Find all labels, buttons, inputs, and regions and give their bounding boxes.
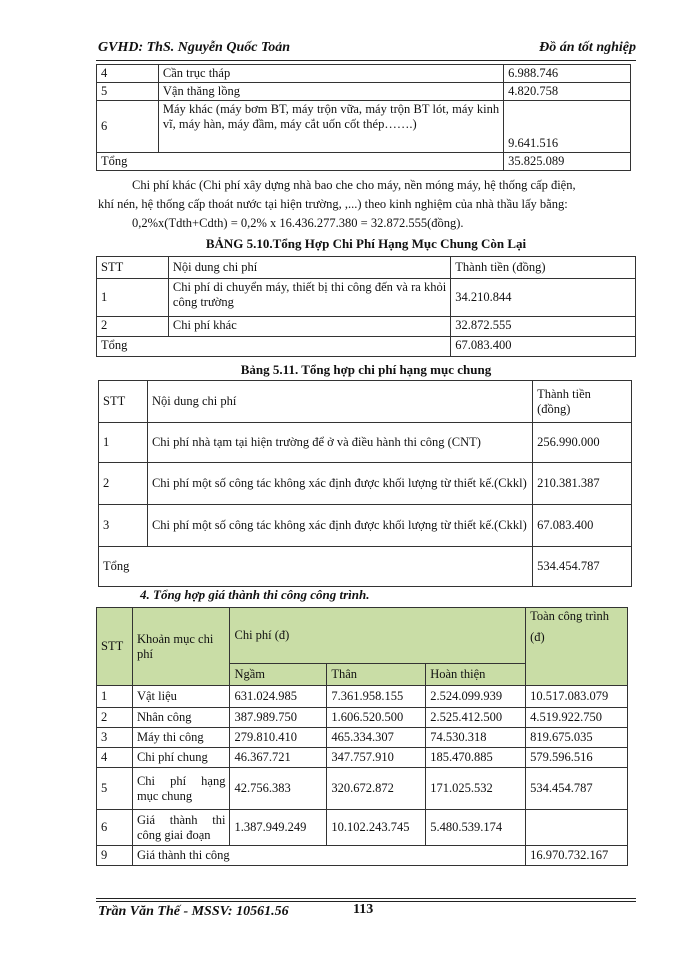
amount-cell: 4.820.758 <box>504 83 631 101</box>
total-amount: 67.083.400 <box>451 337 636 357</box>
hoan-thien-cell: 2.524.099.939 <box>426 686 526 708</box>
content-cell: Chi phí một số công tác không xác định được khối lượng từ thiết kế.(Ckkl) <box>147 505 532 547</box>
equipment-cost-table <box>96 64 631 171</box>
total-cell: 16.970.732.167 <box>526 846 628 866</box>
table-row <box>97 686 628 708</box>
ngam-cell: 1.387.949.249 <box>230 810 327 846</box>
header-ngam: Ngầm <box>230 664 327 686</box>
stt-cell: 1 <box>97 686 133 708</box>
table-row <box>97 748 628 768</box>
stt-cell: 5 <box>97 83 159 101</box>
ngam-cell: 631.024.985 <box>230 686 327 708</box>
page-number: 113 <box>353 902 374 917</box>
total-cell: 4.519.922.750 <box>526 708 628 728</box>
table-row <box>97 279 636 317</box>
table-510-caption: BẢNG 5.10.Tổng Hợp Chi Phí Hạng Mục Chung Còn Lại <box>205 236 527 251</box>
hoan-thien-cell: 5.480.539.174 <box>426 810 526 846</box>
header-amount: Thành tiền (đồng) <box>533 381 632 423</box>
table-row <box>97 83 631 101</box>
table-header-row <box>99 381 632 423</box>
than-cell: 320.672.872 <box>327 768 426 810</box>
table-row <box>99 463 632 505</box>
header-stt: STT <box>97 608 133 686</box>
paragraph-formula: 0,2%x(Tdth+Cdth) = 0,2% x 16.436.277.380 = 32.872.555(đồng). <box>132 216 464 230</box>
amount-cell: 6.988.746 <box>504 65 631 83</box>
header-cost: Chi phí (đ) <box>230 608 526 664</box>
than-cell: 10.102.243.745 <box>327 810 426 846</box>
total-cell: 10.517.083.079 <box>526 686 628 708</box>
stt-cell: 5 <box>97 768 133 810</box>
header-advisor: GVHD: ThS. Nguyễn Quốc Toản <box>98 40 291 55</box>
header-doc-type: Đồ án tốt nghiệp <box>539 40 636 55</box>
stt-cell: 4 <box>97 748 133 768</box>
paragraph-line-2: khí nén, hệ thống cấp thoát nước tại hiện trường, ,...) theo kinh nghiệm của nhà thầu lấy bằng: <box>98 197 568 211</box>
total-cell: 534.454.787 <box>526 768 628 810</box>
header-content: Nội dung chi phí <box>168 257 450 279</box>
stt-cell: 1 <box>99 423 148 463</box>
stt-cell: 2 <box>99 463 148 505</box>
header-amount: Thành tiền (đồng) <box>451 257 636 279</box>
item-cell: Chi phí hạng mục chung <box>132 768 230 810</box>
item-cell: Nhân công <box>132 708 230 728</box>
table-row <box>99 423 632 463</box>
hoan-thien-cell: 185.470.885 <box>426 748 526 768</box>
header-total-label: Toàn công trình <box>530 609 610 623</box>
table-row <box>97 810 628 846</box>
total-cell: 819.675.035 <box>526 728 628 748</box>
hoan-thien-cell: 74.530.318 <box>426 728 526 748</box>
hoan-thien-cell: 2.525.412.500 <box>426 708 526 728</box>
table-511-caption: Bảng 5.11. Tổng hợp chi phí hạng mục chung <box>240 362 492 377</box>
amount-cell: 34.210.844 <box>451 279 636 317</box>
paragraph-line-1: Chi phí khác (Chi phí xây dựng nhà bao che cho máy, nền móng máy, hệ thống cấp điện, <box>132 178 576 192</box>
ngam-cell: 387.989.750 <box>230 708 327 728</box>
construction-cost-summary-table <box>96 607 628 866</box>
than-cell: 1.606.520.500 <box>327 708 426 728</box>
than-cell: 7.361.958.155 <box>327 686 426 708</box>
table-row <box>97 65 631 83</box>
total-label: Tổng <box>97 153 504 171</box>
header-stt: STT <box>99 381 148 423</box>
total-cell <box>526 810 628 846</box>
item-cell: Máy thi công <box>132 728 230 748</box>
stt-cell: 2 <box>97 317 169 337</box>
table-510 <box>96 256 636 357</box>
stt-cell: 3 <box>97 728 133 748</box>
table-511 <box>98 380 632 587</box>
stt-cell: 2 <box>97 708 133 728</box>
total-amount: 35.825.089 <box>504 153 631 171</box>
stt-cell: 3 <box>99 505 148 547</box>
table-row <box>97 728 628 748</box>
stt-cell: 6 <box>97 810 133 846</box>
table-row <box>97 768 628 810</box>
header-total-unit: (đ) <box>530 630 545 644</box>
stt-cell: 1 <box>97 279 169 317</box>
table-row <box>97 708 628 728</box>
table-row <box>99 547 632 587</box>
footer-rule-1 <box>96 898 636 899</box>
content-cell: Chi phí nhà tạm tại hiện trường để ở và điều hành thi công (CNT) <box>147 423 532 463</box>
ngam-cell: 279.810.410 <box>230 728 327 748</box>
ngam-cell: 42.756.383 <box>230 768 327 810</box>
table-header-row <box>97 257 636 279</box>
header-content: Nội dung chi phí <box>147 381 532 423</box>
total-label: Tổng <box>99 547 533 587</box>
section-4-heading: 4. Tổng hợp giá thành thi công công trình. <box>140 587 370 602</box>
stt-cell: 9 <box>97 846 133 866</box>
item-cell: Giá thành thi công <box>132 846 525 866</box>
item-cell: Chi phí chung <box>132 748 230 768</box>
footer-author: Trần Văn Thế - MSSV: 10561.56 <box>98 904 289 919</box>
table-header-row <box>97 608 628 664</box>
content-cell: Máy khác (máy bơm BT, máy trộn vữa, máy trộn BT lót, máy kinh vĩ, máy hàn, máy đầm, máy cắt uốn cốt thép…….) <box>158 101 503 153</box>
content-cell: Chi phí khác <box>168 317 450 337</box>
total-amount: 534.454.787 <box>533 547 632 587</box>
hoan-thien-cell: 171.025.532 <box>426 768 526 810</box>
amount-cell: 9.641.516 <box>504 101 631 153</box>
table-row <box>97 846 628 866</box>
stt-cell: 4 <box>97 65 159 83</box>
header-rule <box>96 60 636 61</box>
header-hoan-thien: Hoàn thiện <box>426 664 526 686</box>
ngam-cell: 46.367.721 <box>230 748 327 768</box>
amount-cell: 67.083.400 <box>533 505 632 547</box>
amount-cell: 210.381.387 <box>533 463 632 505</box>
than-cell: 347.757.910 <box>327 748 426 768</box>
total-cell: 579.596.516 <box>526 748 628 768</box>
amount-cell: 256.990.000 <box>533 423 632 463</box>
content-cell: Chi phí một số công tác không xác định được khối lượng từ thiết kế.(Ckkl) <box>147 463 532 505</box>
content-cell: Chi phí di chuyển máy, thiết bị thi công đến và ra khỏi công trường <box>168 279 450 317</box>
stt-cell: 6 <box>97 101 159 153</box>
table-row <box>97 337 636 357</box>
table-row <box>97 317 636 337</box>
header-stt: STT <box>97 257 169 279</box>
item-cell: Vật liệu <box>132 686 230 708</box>
table-row <box>97 101 631 153</box>
header-item: Khoản mục chi phí <box>132 608 230 686</box>
amount-cell: 32.872.555 <box>451 317 636 337</box>
content-cell: Vận thăng lồng <box>158 83 503 101</box>
table-row <box>97 153 631 171</box>
content-cell: Cần trục tháp <box>158 65 503 83</box>
than-cell: 465.334.307 <box>327 728 426 748</box>
item-cell: Giá thành thi công giai đoạn <box>132 810 230 846</box>
header-total <box>526 608 628 686</box>
total-label: Tổng <box>97 337 451 357</box>
table-row <box>99 505 632 547</box>
header-than: Thân <box>327 664 426 686</box>
